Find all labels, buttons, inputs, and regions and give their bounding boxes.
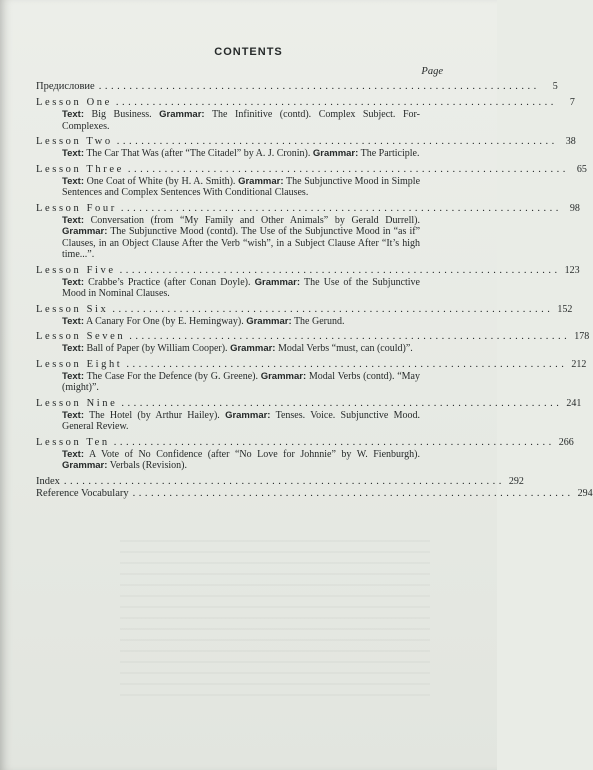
toc-entry-lesson-3: Lesson Three ........................................................................ 65 Text: One Coat of White (by H. A. Smith). Grammar: The Subjunctive Mood in Simple Sentences and Complex Sentences With Conditional Clauses. <box>36 163 587 198</box>
entry-label: Reference Vocabulary <box>36 487 129 499</box>
entry-description <box>36 176 444 199</box>
entry-page: 241 <box>566 397 582 409</box>
text-label: Text: <box>62 409 84 421</box>
entry-text: One Coat of White (by H. A. Smith). <box>86 175 236 187</box>
entry-grammar: Modal Verbs “must, can (could)”. <box>277 343 413 354</box>
entry-text: Conversation (from “My Family and Other Animals” by Gerald Durrell). <box>90 214 421 226</box>
text-label: Text: <box>62 343 84 354</box>
entry-text: Ball of Paper (by William Cooper). <box>86 343 228 354</box>
entry-text: The Car That Was (after “The Citadel” by A. J. Cronin). <box>86 148 311 159</box>
entry-label: Lesson Six <box>36 303 109 315</box>
entry-page: 7 <box>569 97 575 108</box>
entry-page: 65 <box>576 163 587 175</box>
toc-entry-lesson-7: Lesson Seven ........................................................................ 178 Text: Ball of Paper (by William Cooper). Grammar: Modal Verbs “must, can (could)”. <box>36 331 590 354</box>
text-label: Text: <box>62 315 84 327</box>
page-column-header: Page <box>421 66 443 77</box>
entry-text: The Case For the Defence (by G. Greene). <box>86 370 258 382</box>
grammar-label: Grammar: <box>225 409 271 421</box>
toc-entry-lesson-1: Lesson One ........................................................................ 7 Text: Big Business. Grammar: The Infinitive (contd). Complex Subject. For-Complexes. <box>36 97 575 132</box>
page-title: CONTENTS <box>214 46 283 58</box>
grammar-label: Grammar: <box>62 226 108 237</box>
entry-label: Lesson Ten <box>36 436 110 448</box>
entry-page: 123 <box>564 264 580 276</box>
entry-label: Lesson Nine <box>36 397 118 409</box>
entry-grammar: The Subjunctive Mood in Simple Sentences and Complex Sentences With Conditional Clauses. <box>62 175 421 198</box>
entry-grammar: Verbals (Revision). <box>109 460 187 471</box>
toc-entry-lesson-4: Lesson Four ........................................................................ 98 Text: Conversation (from “My Family and Other Animals” by Gerald Durrell). Grammar: The Subjunctive Mood (contd). The Use of the Subjunctive Mood in “as if” Clauses, in an Object Clause After the Verb “wish”, in a Subject Clause After “It’s high time...”. <box>36 202 580 260</box>
entry-page: 212 <box>571 358 587 370</box>
entry-description <box>36 410 444 433</box>
entry-description <box>36 277 444 300</box>
reverse-side-show-through <box>120 540 430 700</box>
entry-label: Index <box>36 475 60 487</box>
entry-description <box>36 343 444 355</box>
entry-description <box>36 449 444 472</box>
entry-page: 178 <box>574 331 590 342</box>
entry-text: Crabbe’s Practice (after Conan Doyle). <box>88 276 251 288</box>
grammar-label: Grammar: <box>260 370 307 382</box>
entry-page: 292 <box>508 475 524 487</box>
entry-grammar: The Gerund. <box>293 315 345 327</box>
entry-grammar: Modal Verbs (contd). “May (might)”. <box>62 370 420 393</box>
entry-grammar: The Use of the Subjunctive Mood in Nominal Clauses. <box>62 276 420 299</box>
toc-entry-lesson-2: Lesson Two ........................................................................ 38 Text: The Car That Was (after “The Citadel” by A. J. Cronin). Grammar: The Participle. <box>36 136 576 159</box>
text-label: Text: <box>62 276 84 288</box>
entry-description <box>36 148 444 160</box>
entry-text: The Hotel (by Arthur Hailey). <box>89 409 220 421</box>
text-label: Text: <box>62 148 84 159</box>
entry-label: Lesson Eight <box>36 358 123 370</box>
entry-grammar: The Subjunctive Mood (contd). The Use of the Subjunctive Mood in “as if” Clauses, in an Object Clause After the Verb “wish”, in a Subject Clause After “It’s high time...”. <box>62 226 421 260</box>
entry-grammar: Tenses. Voice. Subjunctive Mood. General Review. <box>62 409 420 432</box>
entry-page: 98 <box>569 202 580 214</box>
text-label: Text: <box>62 370 84 382</box>
text-label: Text: <box>62 214 84 226</box>
entry-page: 152 <box>557 303 573 315</box>
entry-description <box>36 316 444 328</box>
grammar-label: Grammar: <box>230 343 276 354</box>
entry-label: Lesson One <box>36 97 112 108</box>
text-label: Text: <box>62 109 84 120</box>
grammar-label: Grammar: <box>62 460 108 471</box>
entry-page: 294 <box>577 487 593 499</box>
entry-label: Lesson Two <box>36 136 113 147</box>
entry-text: A Canary For One (by E. Hemingway). <box>85 315 244 327</box>
toc-entry-preface: Предисловие ........................................................................ 5 <box>36 81 558 92</box>
entry-text: Big Business. <box>91 109 152 120</box>
entry-label: Lesson Five <box>36 264 116 276</box>
toc-entry-lesson-10: Lesson Ten ........................................................................ 266 Text: A Vote of No Confidence (after “No Love for Johnnie” by W. Fienburgh). Grammar: Verbals (Revision). <box>36 436 574 471</box>
entry-grammar: The Infinitive (contd). Complex Subject. For-Complexes. <box>62 109 420 132</box>
entry-description <box>36 215 444 261</box>
entry-grammar: The Participle. <box>360 148 420 159</box>
table-of-contents <box>36 81 593 504</box>
entry-description <box>36 371 444 394</box>
toc-entry-index: Index ........................................................................ 292 <box>36 475 524 487</box>
toc-entry-lesson-8: Lesson Eight ........................................................................ 212 Text: The Case For the Defence (by G. Greene). Grammar: Modal Verbs (contd). “May (might)”. <box>36 358 587 393</box>
toc-entry-lesson-6: Lesson Six ........................................................................ 152 Text: A Canary For One (by E. Hemingway). Grammar: The Gerund. <box>36 303 573 327</box>
entry-page: 5 <box>552 81 558 92</box>
text-label: Text: <box>62 175 84 187</box>
entry-description <box>36 109 444 132</box>
toc-entry-lesson-5: Lesson Five ........................................................................ 123 Text: Crabbe’s Practice (after Conan Doyle). Grammar: The Use of the Subjunctive Mood in Nominal Clauses. <box>36 264 580 299</box>
entry-label: Предисловие <box>36 81 95 92</box>
entry-page: 266 <box>558 436 574 448</box>
grammar-label: Grammar: <box>246 315 292 327</box>
grammar-label: Grammar: <box>159 109 205 120</box>
text-label: Text: <box>62 448 84 460</box>
grammar-label: Grammar: <box>238 175 284 187</box>
toc-entry-lesson-9: Lesson Nine ........................................................................ 241 Text: The Hotel (by Arthur Hailey). Grammar: Tenses. Voice. Subjunctive Mood. General Review. <box>36 397 582 432</box>
grammar-label: Grammar: <box>312 148 359 159</box>
entry-label: Lesson Three <box>36 163 124 175</box>
entry-text: A Vote of No Confidence (after “No Love for Johnnie” by W. Fienburgh). <box>88 448 420 460</box>
entry-page: 38 <box>565 136 576 147</box>
entry-label: Lesson Four <box>36 202 117 214</box>
toc-entry-reference-vocabulary: Reference Vocabulary ........................................................................ 294 <box>36 487 593 499</box>
grammar-label: Grammar: <box>254 276 301 288</box>
entry-label: Lesson Seven <box>36 331 126 342</box>
